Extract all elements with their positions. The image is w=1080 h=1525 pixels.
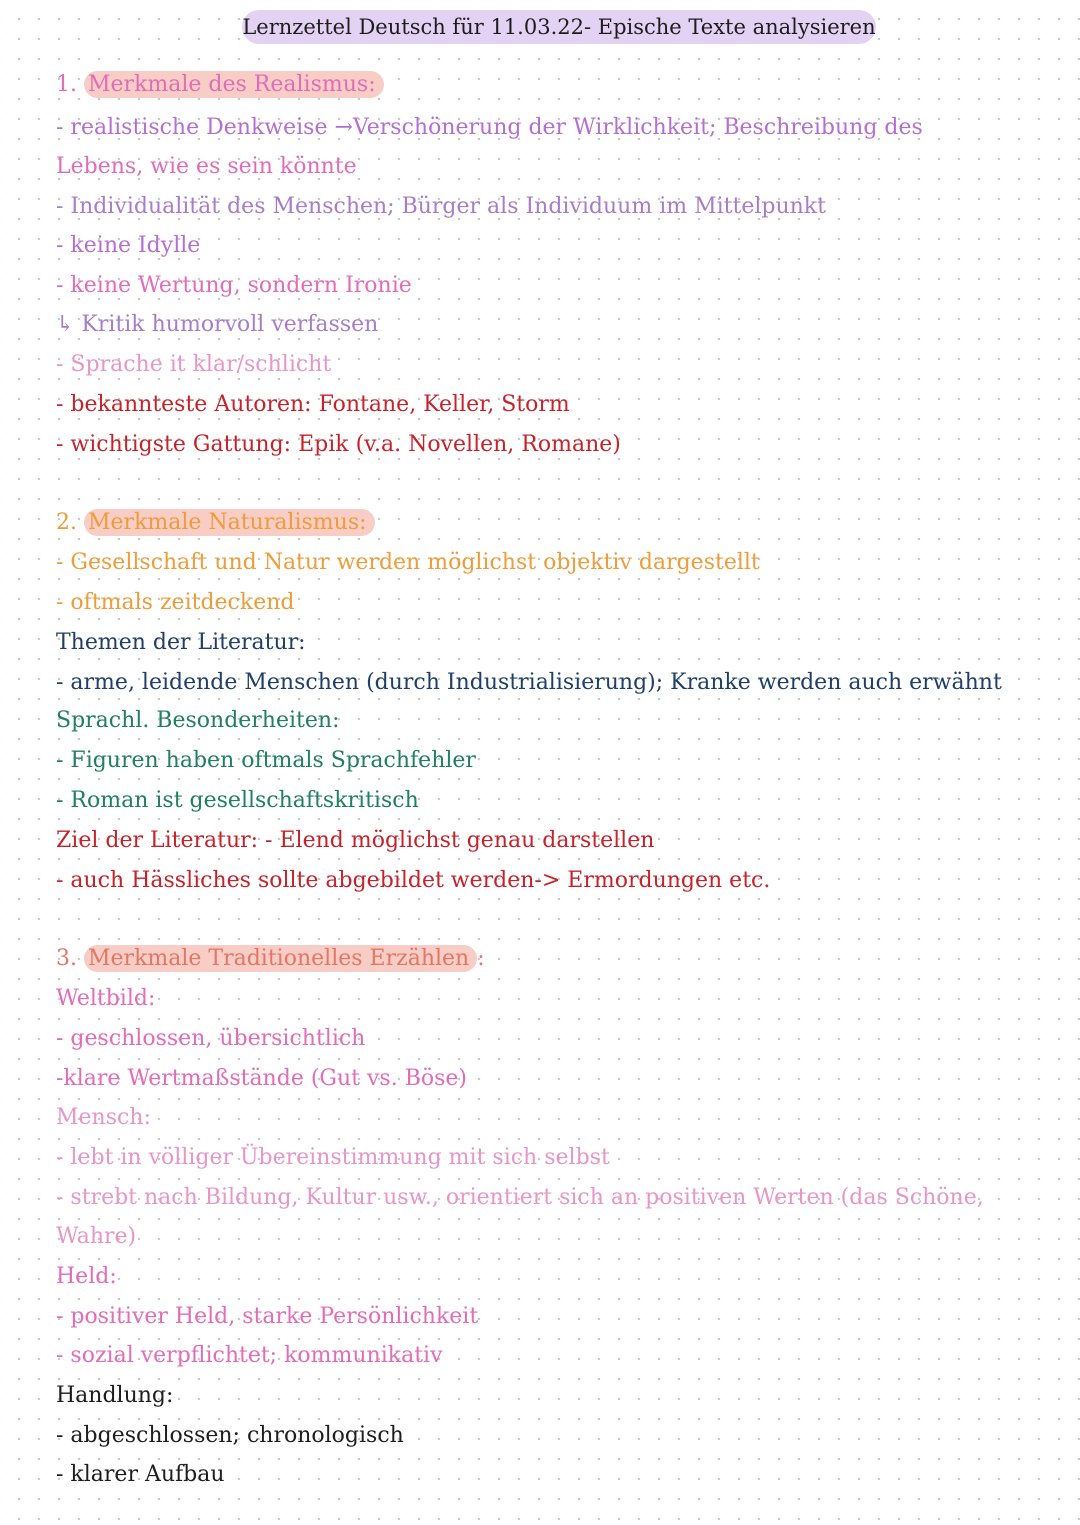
- note-subheading: Handlung:: [56, 1383, 174, 1408]
- note-line: - wichtigste Gattung: Epik (v.a. Novellen, Romane): [56, 432, 621, 457]
- note-line: Lebens, wie es sein könnte: [56, 154, 357, 179]
- note-line: - Sprache it klar/schlicht: [56, 352, 332, 377]
- note-line: - bekannteste Autoren: Fontane, Keller, Storm: [56, 392, 570, 417]
- note-line: Ziel der Literatur: - Elend möglichst genau darstellen: [56, 828, 655, 853]
- note-line: - abgeschlossen; chronologisch: [56, 1423, 404, 1448]
- section-heading-naturalismus: [56, 508, 375, 538]
- note-subheading: Weltbild:: [56, 986, 156, 1011]
- note-line: - klarer Aufbau: [56, 1462, 225, 1487]
- note-line: - Gesellschaft und Natur werden möglichst objektiv dargestellt: [56, 550, 760, 575]
- section-heading-text: Merkmale Traditionelles Erzählen: [84, 945, 477, 972]
- note-line: - positiver Held, starke Persönlichkeit: [56, 1304, 479, 1329]
- section-heading-realismus: [56, 70, 384, 100]
- note-subheading: Held:: [56, 1264, 117, 1289]
- note-subheading: Themen der Literatur:: [56, 630, 306, 655]
- section-number: 1.: [56, 72, 77, 97]
- note-line: - sozial verpflichtet; kommunikativ: [56, 1343, 443, 1368]
- section-number: 3.: [56, 946, 77, 971]
- note-line: - keine Wertung, sondern Ironie: [56, 273, 412, 298]
- note-line: - oftmals zeitdeckend: [56, 590, 295, 615]
- section-number: 2.: [56, 510, 77, 535]
- section-heading-text: Merkmale Naturalismus:: [84, 509, 375, 536]
- note-line: - Individualität des Menschen; Bürger als Individuum im Mittelpunkt: [56, 194, 826, 219]
- note-line: -klare Wertmaßstände (Gut vs. Böse): [56, 1066, 467, 1091]
- note-line: - Roman ist gesellschaftskritisch: [56, 788, 419, 813]
- note-line: - strebt nach Bildung, Kultur usw., orientiert sich an positiven Werten (das Schöne,: [56, 1185, 984, 1210]
- section-heading-text: Merkmale des Realismus:: [84, 71, 384, 98]
- note-line: - Figuren haben oftmals Sprachfehler: [56, 748, 476, 773]
- note-line: - arme, leidende Menschen (durch Industrialisierung); Kranke werden auch erwähnt: [56, 670, 1002, 695]
- note-line: Wahre): [56, 1224, 137, 1249]
- note-line: ↳ Kritik humorvoll verfassen: [56, 312, 379, 337]
- note-subheading: Mensch:: [56, 1105, 151, 1130]
- page-title: Lernzettel Deutsch für 11.03.22- Epische Texte analysieren: [242, 10, 876, 44]
- note-line: - realistische Denkweise →Verschönerung der Wirklichkeit; Beschreibung des: [56, 115, 923, 140]
- note-line: - auch Hässliches sollte abgebildet werden-> Ermordungen etc.: [56, 868, 771, 893]
- section-heading-colon: :: [477, 946, 485, 971]
- section-heading-traditionelles-erzaehlen: [56, 944, 485, 974]
- note-subheading: Sprachl. Besonderheiten:: [56, 708, 340, 733]
- note-line: - lebt in völliger Übereinstimmung mit sich selbst: [56, 1145, 610, 1170]
- note-line: - geschlossen, übersichtlich: [56, 1026, 366, 1051]
- note-line: - keine Idylle: [56, 233, 201, 258]
